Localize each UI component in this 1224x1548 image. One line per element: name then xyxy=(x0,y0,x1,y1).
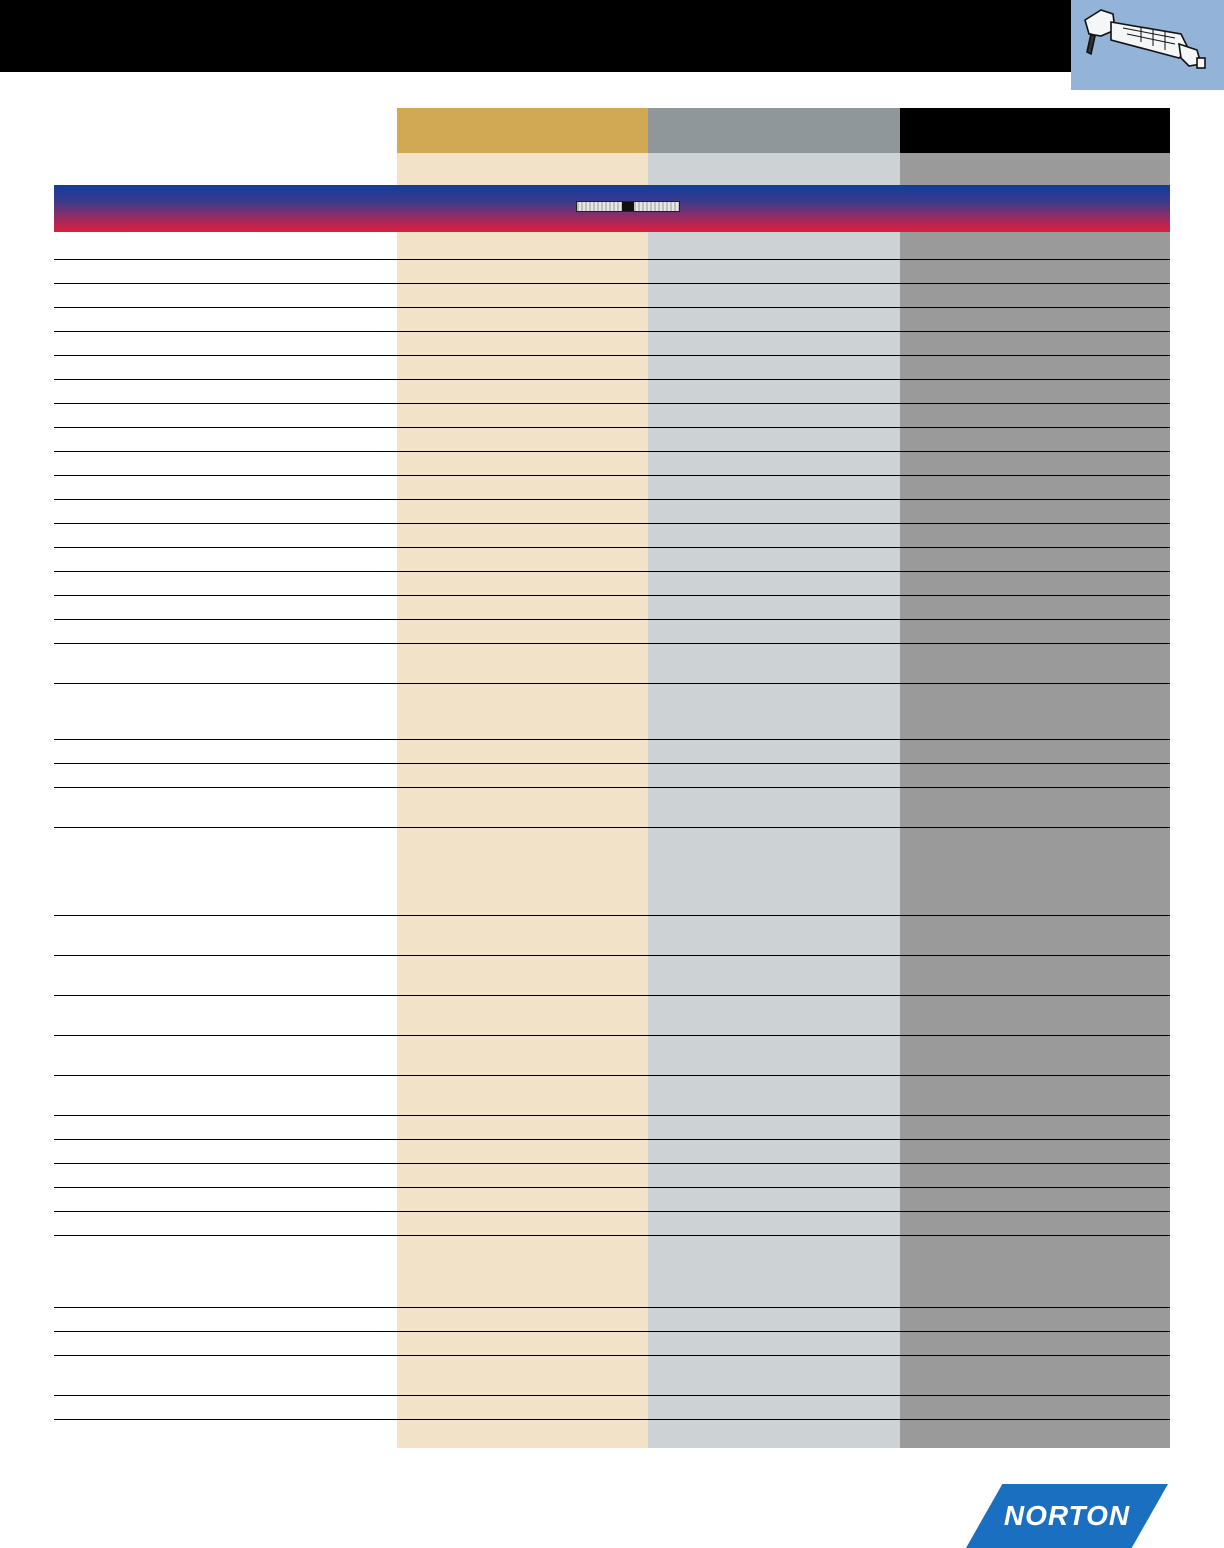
table-row-divider xyxy=(54,595,1170,596)
table-row-divider xyxy=(54,1163,1170,1164)
table-row-divider xyxy=(54,259,1170,260)
top-header-bar xyxy=(0,0,1224,72)
table-row-divider xyxy=(54,1139,1170,1140)
table-row-divider xyxy=(54,1419,1170,1420)
column-3-body xyxy=(900,153,1170,1448)
table-row-divider xyxy=(54,1211,1170,1212)
table-row-divider xyxy=(54,1307,1170,1308)
table-row-divider xyxy=(54,643,1170,644)
table-row-divider xyxy=(54,1075,1170,1076)
column-2-header xyxy=(648,108,900,153)
table-row-divider xyxy=(54,955,1170,956)
ratio-badge-icon xyxy=(576,201,680,212)
table-row-divider xyxy=(54,307,1170,308)
table-row-divider xyxy=(54,1187,1170,1188)
table-row-divider xyxy=(54,451,1170,452)
table-row-divider xyxy=(54,1035,1170,1036)
norton-logo-text: NORTON xyxy=(1003,1500,1131,1531)
table-row-divider xyxy=(54,499,1170,500)
table-row-divider xyxy=(54,379,1170,380)
table-row-divider xyxy=(54,915,1170,916)
table-row-divider xyxy=(54,1331,1170,1332)
table-row-divider xyxy=(54,1355,1170,1356)
table-row-divider xyxy=(54,995,1170,996)
table-row-divider xyxy=(54,1115,1170,1116)
table-row-divider xyxy=(54,1235,1170,1236)
right-angle-grinder-icon xyxy=(1071,0,1224,90)
tool-thumbnail-box xyxy=(1071,0,1224,90)
table-row-divider xyxy=(54,475,1170,476)
table-row-divider xyxy=(54,571,1170,572)
table-row-divider xyxy=(54,547,1170,548)
column-2-body xyxy=(648,153,900,1448)
section-header-band xyxy=(54,185,1170,232)
table-row-divider xyxy=(54,523,1170,524)
table-row-divider xyxy=(54,763,1170,764)
table-row-divider xyxy=(54,787,1170,788)
table-row-divider xyxy=(54,619,1170,620)
table-row-divider xyxy=(54,355,1170,356)
norton-logo xyxy=(966,1484,1168,1548)
table-row-divider xyxy=(54,427,1170,428)
table-row-divider xyxy=(54,827,1170,828)
table-row-divider xyxy=(54,683,1170,684)
column-3-header xyxy=(900,108,1170,153)
table-row-divider xyxy=(54,331,1170,332)
table-row-divider xyxy=(54,1395,1170,1396)
column-1-header xyxy=(397,108,648,153)
table-row-divider xyxy=(54,283,1170,284)
column-1-body xyxy=(397,153,648,1448)
table-row-divider xyxy=(54,739,1170,740)
table-row-divider xyxy=(54,403,1170,404)
